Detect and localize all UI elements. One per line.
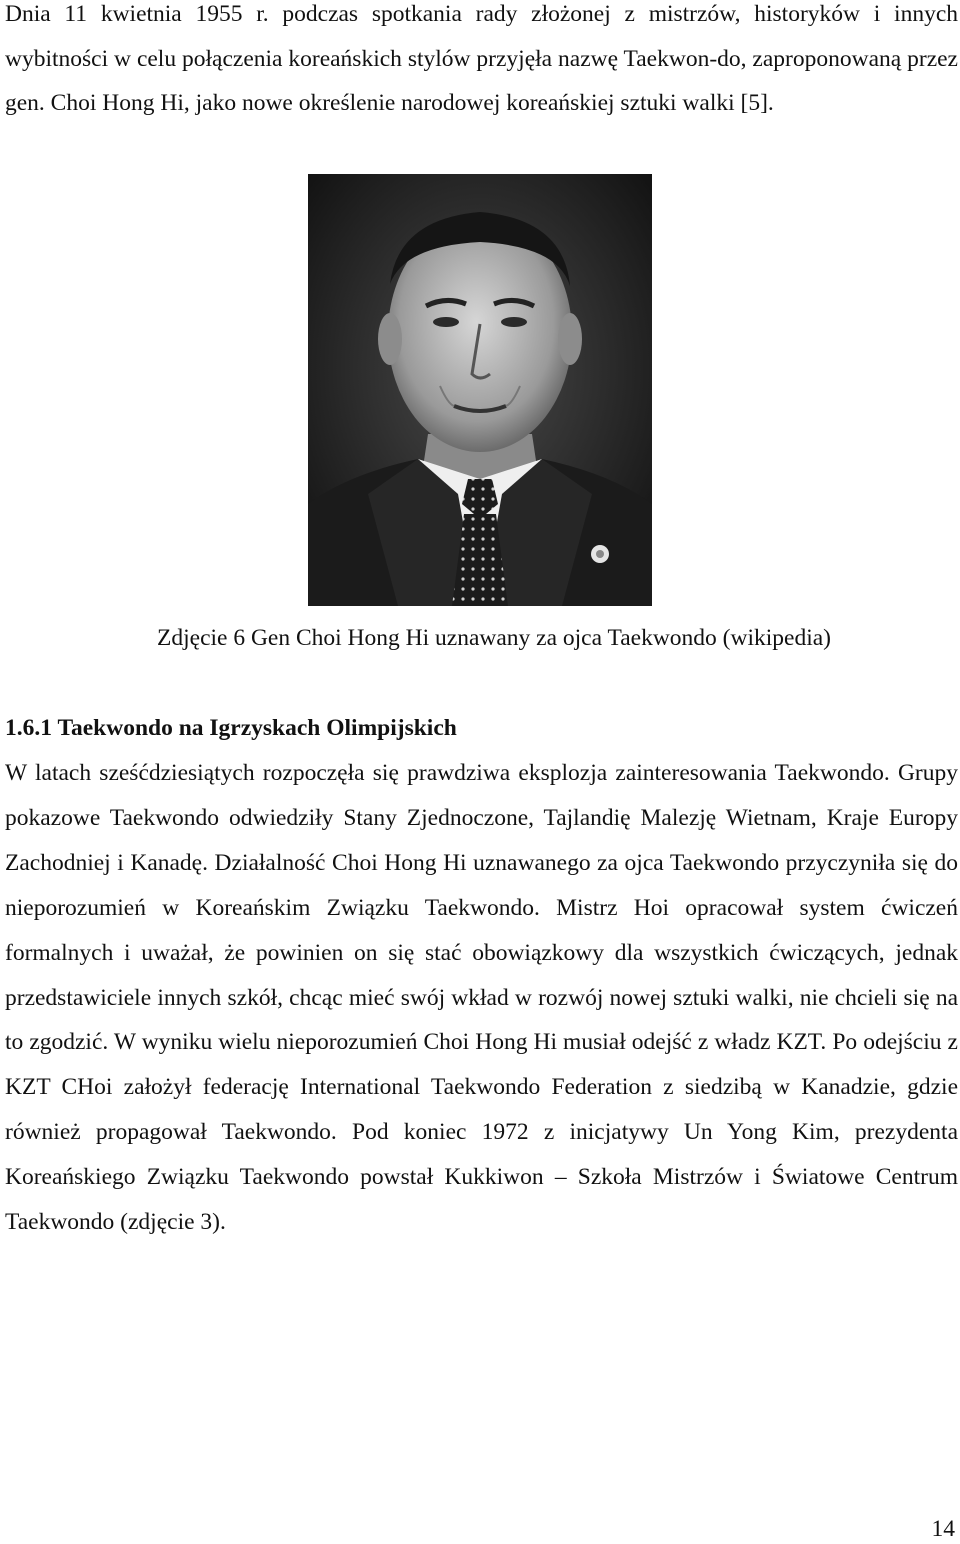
portrait-illustration xyxy=(308,174,652,606)
page-number: 14 xyxy=(931,1516,955,1542)
portrait-photo xyxy=(308,174,652,606)
section-heading: 1.6.1 Taekwondo na Igrzyskach Olimpijskich xyxy=(5,715,457,741)
section-body-paragraph: W latach sześćdziesiątych rozpoczęła się prawdziwa eksplozja zainteresowania Taekwondo. Grupy pokazowe Taekwondo odwiedziły Stany Zjednoczone, Tajlandię Malezję Wietnam, Kraje Europy Zachodniej i Kanadę. Działalność Choi Hong Hi uznawanego za ojca Taekwondo przyczyniła się do nieporozumień w Koreańskim Związku Taekwondo. Mistrz Hoi opracował system ćwiczeń formalnych i uważał, że powinien on się stać obowiązkowy dla wszystkich ćwiczących, jednak przedstawiciele innych szkół, chcąc mieć swój wkład w rozwój nowej sztuki walki, nie chcieli się na to zgodzić. W wyniku wielu nieporozumień Choi Hong Hi musiał odejść z władz KZT. Po odejściu z KZT CHoi założył federację International Taekwondo Federation z siedzibą w Kanadzie, gdzie również propagował Taekwondo. Pod koniec 1972 z inicjatywy Un Yong Kim, prezydenta Koreańskiego Związku Taekwondo powstał Kukkiwon – Szkoła Mistrzów i Światowe Centrum Taekwondo (zdjęcie 3). xyxy=(5,760,958,1236)
figure-caption: Zdjęcie 6 Gen Choi Hong Hi uznawany za ojca Taekwondo (wikipedia) xyxy=(157,625,831,651)
intro-paragraph: Dnia 11 kwietnia 1955 r. podczas spotkania rady złożonej z mistrzów, historyków i innych wybitności w celu połączenia koreańskich stylów przyjęła nazwę Taekwon-do, zaproponowaną przez gen. Choi Hong Hi, jako nowe określenie narodowej koreańskiej sztuki walki [5]. xyxy=(5,1,958,116)
